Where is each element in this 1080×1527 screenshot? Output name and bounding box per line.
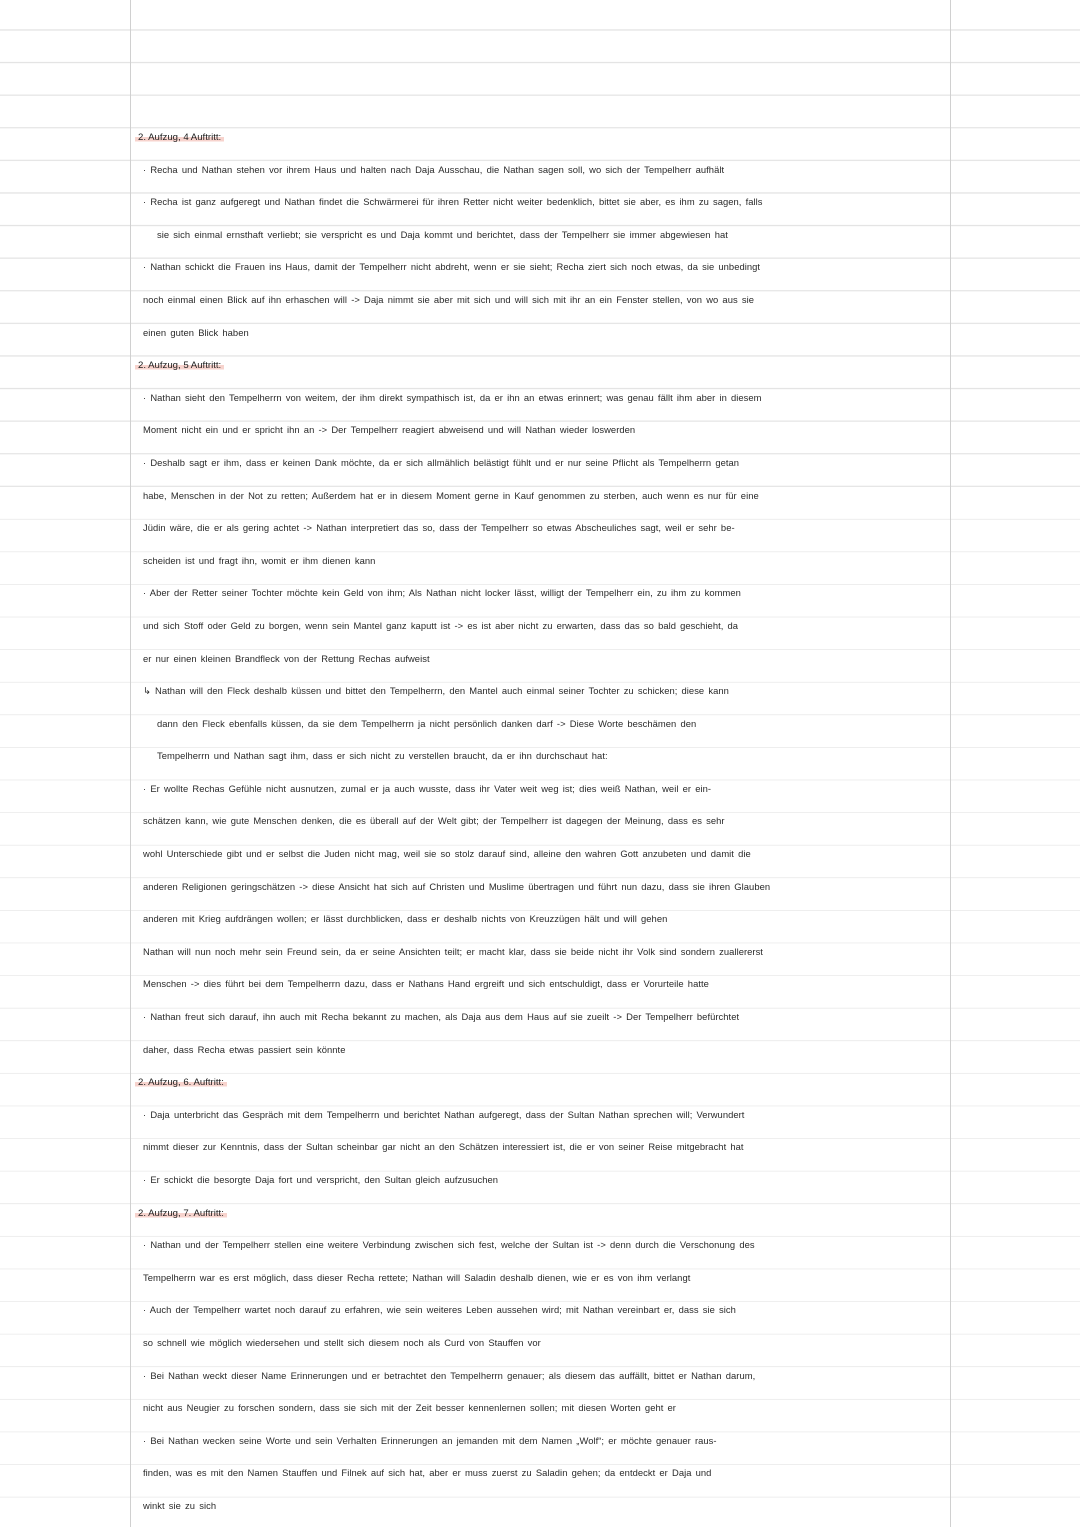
section-heading-4: 2. Aufzug, 7. Auftritt: — [135, 1197, 947, 1230]
section-heading-3: 2. Aufzug, 6. Auftritt: — [135, 1066, 947, 1099]
note-line: und sich Stoff oder Geld zu borgen, wenn sein Mantel ganz kaputt ist -> es ist aber nicht zu erwarten, dass das so bald geschieht, da — [143, 619, 739, 631]
note-line: sie sich einmal ernsthaft verliebt; sie verspricht es und Daja kommt und berichtet, dass der Tempelherr sie immer abgewiesen hat — [157, 228, 728, 240]
note-line: · Bei Nathan weckt dieser Name Erinnerungen und er betrachtet den Tempelherrn genauer; als diesem das auffällt, bittet er Nathan darum, — [143, 1369, 756, 1381]
note-line: · Aber der Retter seiner Tochter möchte kein Geld von ihm; Als Nathan nicht locker lässt, willigt der Tempelherr ein, zu ihm zu kommen — [143, 587, 741, 599]
note-line: · Nathan schickt die Frauen ins Haus, damit der Tempelherr nicht abdreht, wenn er sie sieht; Recha ziert sich noch etwas, da sie unbedingt — [143, 261, 761, 273]
note-line: · Recha und Nathan stehen vor ihrem Haus und halten nach Daja Ausschau, die Nathan sagen soll, wo sich der Tempelherr aufhält — [143, 163, 725, 175]
notes-content — [135, 121, 947, 1523]
note-line: nicht aus Neugier zu forschen sondern, dass sie sich mit der Zeit besser kennenlernen sollen; mit diesen Worten geht er — [143, 1402, 676, 1414]
note-line: nimmt dieser zur Kenntnis, dass der Sultan scheinbar gar nicht an den Schätzen interessiert ist, die er von seiner Reise mitgebracht hat — [143, 1141, 744, 1153]
section-heading-1: 2. Aufzug, 4 Auftritt: — [135, 121, 947, 154]
note-line: ↳ Nathan will den Fleck deshalb küssen und bittet den Tempelherrn, den Mantel auch einmal seiner Tochter zu schicken; diese kann — [143, 685, 729, 697]
note-line: Jüdin wäre, die er als gering achtet -> Nathan interpretiert das so, dass der Tempelherr so etwas Abscheuliches sagt, weil er sehr be- — [143, 522, 735, 534]
note-line: · Er schickt die besorgte Daja fort und verspricht, den Sultan gleich aufzusuchen — [143, 1174, 499, 1185]
note-line: scheiden ist und fragt ihn, womit er ihm dienen kann — [143, 554, 376, 566]
note-line: dann den Fleck ebenfalls küssen, da sie dem Tempelherrn ja nicht persönlich danken darf -> Diese Worte beschämen den — [157, 717, 697, 729]
note-line: · Nathan freut sich darauf, ihn auch mit Recha bekannt zu machen, als Daja aus dem Haus auf sie zueilt -> Der Tempelherr befürchtet — [143, 1011, 740, 1023]
note-line: einen guten Blick haben — [143, 326, 249, 338]
note-line: · Auch der Tempelherr wartet noch darauf zu erfahren, wie sein weiteres Leben aussehen wird; mit Nathan vereinbart er, dass sie sich — [143, 1304, 736, 1316]
note-line: so schnell wie möglich wiedersehen und stellt sich diesem noch als Curd von Stauffen vor — [143, 1336, 541, 1348]
note-line: daher, dass Recha etwas passiert sein könnte — [143, 1043, 346, 1055]
right-margin-line — [950, 0, 951, 1527]
note-line: finden, was es mit den Namen Stauffen und Filnek auf sich hat, aber er muss zuerst zu Saladin gehen; da entdeckt er Daja und — [143, 1467, 712, 1479]
left-margin-line — [130, 0, 131, 1527]
note-line: · Er wollte Rechas Gefühle nicht ausnutzen, zumal er ja auch wusste, dass ihr Vater weit weg ist; dies weiß Nathan, weil er ein- — [143, 782, 712, 794]
note-line: Tempelherrn war es erst möglich, dass dieser Recha rettete; Nathan will Saladin deshalb dienen, wie er es von ihm verlangt — [143, 1271, 691, 1283]
note-line: Moment nicht ein und er spricht ihn an -> Der Tempelherr reagiert abweisend und will Nathan wieder loswerden — [143, 424, 636, 436]
note-line: · Bei Nathan wecken seine Worte und sein Verhalten Erinnerungen an jemanden mit dem Namen „Wolf“; er möchte genauer raus- — [143, 1434, 717, 1446]
note-line: · Nathan sieht den Tempelherrn von weitem, der ihm direkt sympathisch ist, da er ihn an etwas erinnert; was genau fällt ihm aber in diesem — [143, 391, 762, 403]
note-line: habe, Menschen in der Not zu retten; Außerdem hat er in diesem Moment gerne in Kauf genommen zu sterben, auch wenn es nur für eine — [143, 489, 759, 501]
note-line: schätzen kann, wie gute Menschen denken, die es überall auf der Welt gibt; der Tempelherr ist dagegen der Meinung, dass es sehr — [143, 815, 725, 827]
note-line: anderen Religionen geringschätzen -> diese Ansicht hat sich auf Christen und Muslime übertragen und führt nun dazu, dass sie ihren Glauben — [143, 880, 771, 892]
note-line: Nathan will nun noch mehr sein Freund sein, da er seine Ansichten teilt; er macht klar, dass sie beide nicht ihr Volk sind sondern zuallererst — [143, 945, 763, 957]
note-line: · Nathan und der Tempelherr stellen eine weitere Verbindung zwischen sich fest, welche der Sultan ist -> denn durch die Verschonung des — [143, 1239, 755, 1251]
note-line: · Deshalb sagt er ihm, dass er keinen Dank möchte, da er sich allmählich belästigt fühlt und er nur seine Pflicht als Tempelherrn getan — [143, 456, 740, 468]
note-line: Menschen -> dies führt bei dem Tempelherrn dazu, dass er Nathans Hand ergreift und sich entschuldigt, dass er Vorurteile hatte — [143, 978, 709, 990]
note-line: · Recha ist ganz aufgeregt und Nathan findet die Schwärmerei für ihren Retter nicht weiter bedenklich, bittet sie aber, es ihm zu sagen, falls — [143, 196, 763, 208]
note-line: er nur einen kleinen Brandfleck von der Rettung Rechas aufweist — [143, 652, 430, 664]
note-line: noch einmal einen Blick auf ihn erhaschen will -> Daja nimmt sie aber mit sich und will sich mit ihr an ein Fenster stellen, von wo aus sie — [143, 293, 754, 305]
note-line: · Daja unterbricht das Gespräch mit dem Tempelherrn und berichtet Nathan aufgeregt, dass der Sultan Nathan sprechen will; Verwundert — [143, 1108, 745, 1120]
note-line: anderen mit Krieg aufdrängen wollen; er lässt durchblicken, dass er deshalb nichts von Kreuzzügen hält und will gehen — [143, 913, 668, 925]
note-line: wohl Unterschiede gibt und er selbst die Juden nicht mag, weil sie so stolz darauf sind, alleine den wahren Gott anzubeten und damit die — [143, 848, 751, 860]
note-line: Tempelherrn und Nathan sagt ihm, dass er sich nicht zu verstellen braucht, da er ihn durchschaut hat: — [157, 750, 608, 762]
section-heading-2: 2. Aufzug, 5 Auftritt: — [135, 349, 947, 382]
note-line: winkt sie zu sich — [143, 1499, 217, 1511]
